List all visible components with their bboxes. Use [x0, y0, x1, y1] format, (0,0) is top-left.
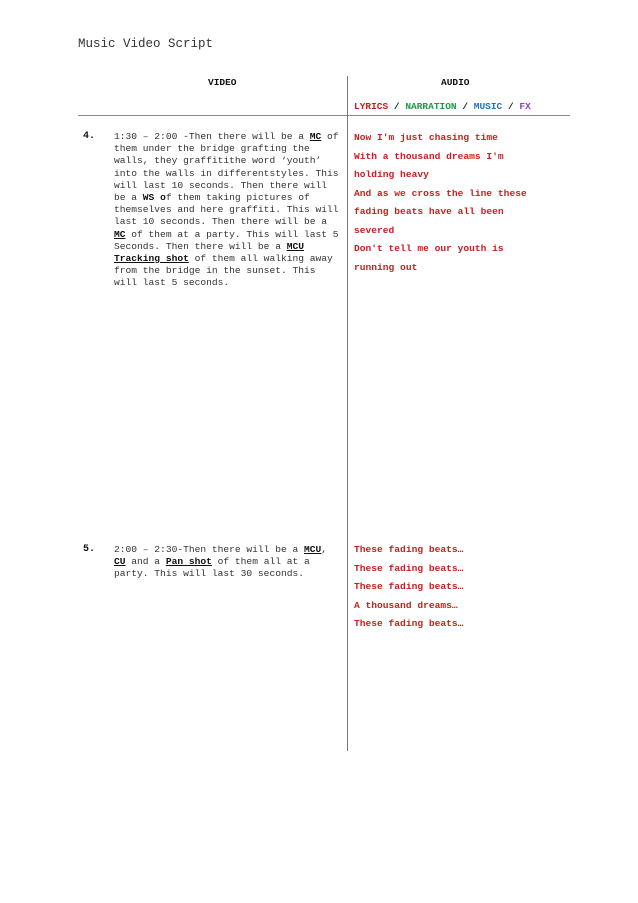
header-divider — [78, 115, 570, 116]
lyric-line: These fading beats… — [354, 562, 464, 574]
shot-type: MCU — [304, 544, 322, 555]
shot-type: MC — [114, 228, 126, 240]
lyric-line: Don't tell me our youth is — [354, 243, 504, 254]
lyric-line: These fading beats… — [354, 581, 464, 592]
legend-fx: FX — [519, 101, 531, 112]
audio-column-header: AUDIO — [441, 77, 470, 88]
row-number: 4. — [83, 131, 96, 142]
legend-separator: / — [502, 101, 520, 112]
lyric-line: running out — [354, 261, 418, 273]
video-column-header: VIDEO — [208, 77, 237, 88]
lyric-line: A thousand dreams… — [354, 599, 458, 611]
lyric-line: These fading beats… — [354, 618, 464, 629]
lyric-line: Now I'm just chasing time — [354, 132, 498, 143]
legend-narration: NARRATION — [405, 101, 457, 112]
legend-separator: / — [456, 101, 474, 112]
row-number: 5. — [83, 544, 96, 555]
shot-type: Pan shot — [165, 556, 212, 568]
legend-separator: / — [388, 101, 406, 112]
legend-lyrics: LYRICS — [354, 101, 389, 112]
shot-type: CU — [114, 556, 126, 568]
lyric-line: These fading beats… — [354, 544, 464, 555]
column-divider — [347, 76, 348, 751]
shot-type: MCU Tracking shot — [114, 240, 304, 265]
lyric-line: And as we cross the line these — [354, 187, 527, 199]
audio-legend — [354, 101, 531, 112]
lyric-line: With a thousand dreams I'm — [354, 150, 504, 162]
legend-music: MUSIC — [473, 101, 503, 112]
video-description: 2:00 – 2:30-Then there will be a MCU, CU and a Pan shot of them all at a party. This will last 30 seconds. — [114, 544, 328, 580]
audio-lyrics — [354, 541, 463, 634]
video-description: 1:30 – 2:00 -Then there will be a MC of them under the bridge grafting the walls, they graffitithe word ‘youth’ into the walls in differentstyles. This will last 10 seconds. Then there will be a WS of them taking pictures of themselves and here graffiti. This will last 10 seconds. Then there will be a MC of them at a party. This will last 5 Seconds. Then there will be a MCU Tracking shot of them all walking away from the bridge in the sunset. This will last 5 seconds. — [114, 131, 339, 289]
shot-type: MC — [309, 131, 322, 142]
lyric-line: fading beats have all been — [354, 206, 504, 217]
lyric-line: holding heavy — [354, 169, 429, 180]
page-title: Music Video Script — [78, 37, 214, 51]
audio-lyrics — [354, 129, 527, 277]
shot-type: WS — [142, 192, 155, 204]
lyric-line: severed — [354, 224, 395, 236]
